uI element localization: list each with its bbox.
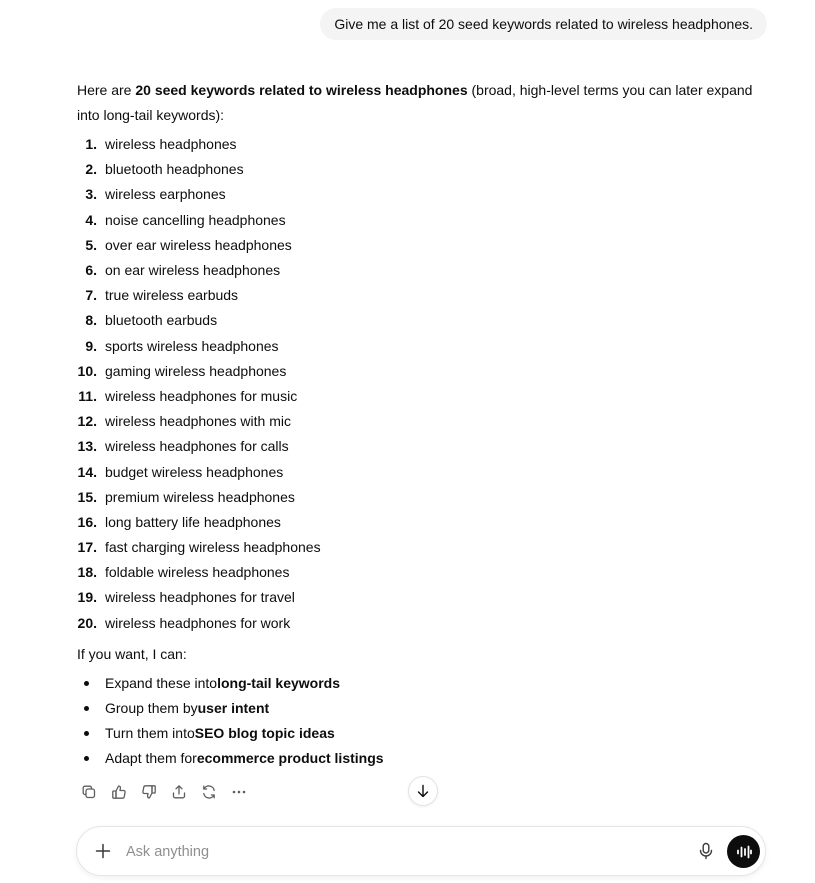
list-item: 18. foldable wireless headphones xyxy=(77,564,290,581)
copy-icon xyxy=(81,784,97,800)
more-button[interactable] xyxy=(227,781,251,803)
list-item: 9. sports wireless headphones xyxy=(85,337,279,354)
list-item: Group them by user intent xyxy=(77,696,767,721)
thumbs-down-icon xyxy=(141,784,157,800)
intro-bold: 20 seed keywords related to wireless headphones xyxy=(135,82,468,98)
assistant-intro xyxy=(77,78,767,128)
user-message-bubble xyxy=(320,8,767,40)
list-item: 2. bluetooth headphones xyxy=(85,161,244,178)
arrow-down-icon xyxy=(415,783,431,799)
more-icon xyxy=(231,784,247,800)
list-item: 5. over ear wireless headphones xyxy=(85,236,292,253)
assistant-outro: If you want, I can: xyxy=(77,645,187,662)
list-item: 14. budget wireless headphones xyxy=(77,463,284,480)
list-item: 7. true wireless earbuds xyxy=(85,287,239,304)
list-item: 17. fast charging wireless headphones xyxy=(77,539,321,556)
list-item: 13. wireless headphones for calls xyxy=(77,438,289,455)
microphone-icon[interactable] xyxy=(696,841,716,861)
thumbs-up-button[interactable] xyxy=(107,781,131,803)
list-item: 6. on ear wireless headphones xyxy=(85,262,281,279)
list-item: Adapt them for ecommerce product listings xyxy=(77,746,767,771)
offer-list xyxy=(77,671,767,772)
intro-suffix: (broad, high-level terms you can later expand into long-tail keywords): xyxy=(77,82,753,123)
list-item: 1. wireless headphones xyxy=(85,136,237,153)
list-item: 8. bluetooth earbuds xyxy=(85,312,218,329)
list-item: 11. wireless headphones for music xyxy=(78,387,298,404)
audio-waveform-icon xyxy=(735,843,753,861)
list-item: 15. premium wireless headphones xyxy=(77,488,295,505)
list-item: Expand these into long-tail keywords xyxy=(77,671,767,696)
list-item: 3. wireless earphones xyxy=(85,186,226,203)
list-item: 10. gaming wireless headphones xyxy=(77,362,287,379)
plus-icon[interactable] xyxy=(93,841,113,861)
voice-mode-button[interactable] xyxy=(727,835,760,868)
list-item: 20. wireless headphones for work xyxy=(77,614,291,631)
list-item: 16. long battery life headphones xyxy=(77,513,281,530)
assistant-message xyxy=(77,78,767,772)
list-item: 12. wireless headphones with mic xyxy=(77,413,291,430)
share-button[interactable] xyxy=(167,781,191,803)
regenerate-icon xyxy=(201,784,217,800)
composer xyxy=(76,826,766,876)
user-message-text: Give me a list of 20 seed keywords related to wireless headphones. xyxy=(334,16,753,32)
copy-button[interactable] xyxy=(77,781,101,803)
message-actions xyxy=(77,781,251,803)
thumbs-up-icon xyxy=(111,784,127,800)
list-item: 4. noise cancelling headphones xyxy=(85,211,286,228)
regenerate-button[interactable] xyxy=(197,781,221,803)
intro-prefix: Here are xyxy=(77,82,136,98)
keyword-list xyxy=(77,132,767,636)
prompt-input[interactable] xyxy=(124,839,688,865)
thumbs-down-button[interactable] xyxy=(137,781,161,803)
list-item: 19. wireless headphones for travel xyxy=(77,589,295,606)
scroll-to-bottom-button[interactable] xyxy=(408,776,438,806)
share-icon xyxy=(171,784,187,800)
list-item: Turn them into SEO blog topic ideas xyxy=(77,721,767,746)
